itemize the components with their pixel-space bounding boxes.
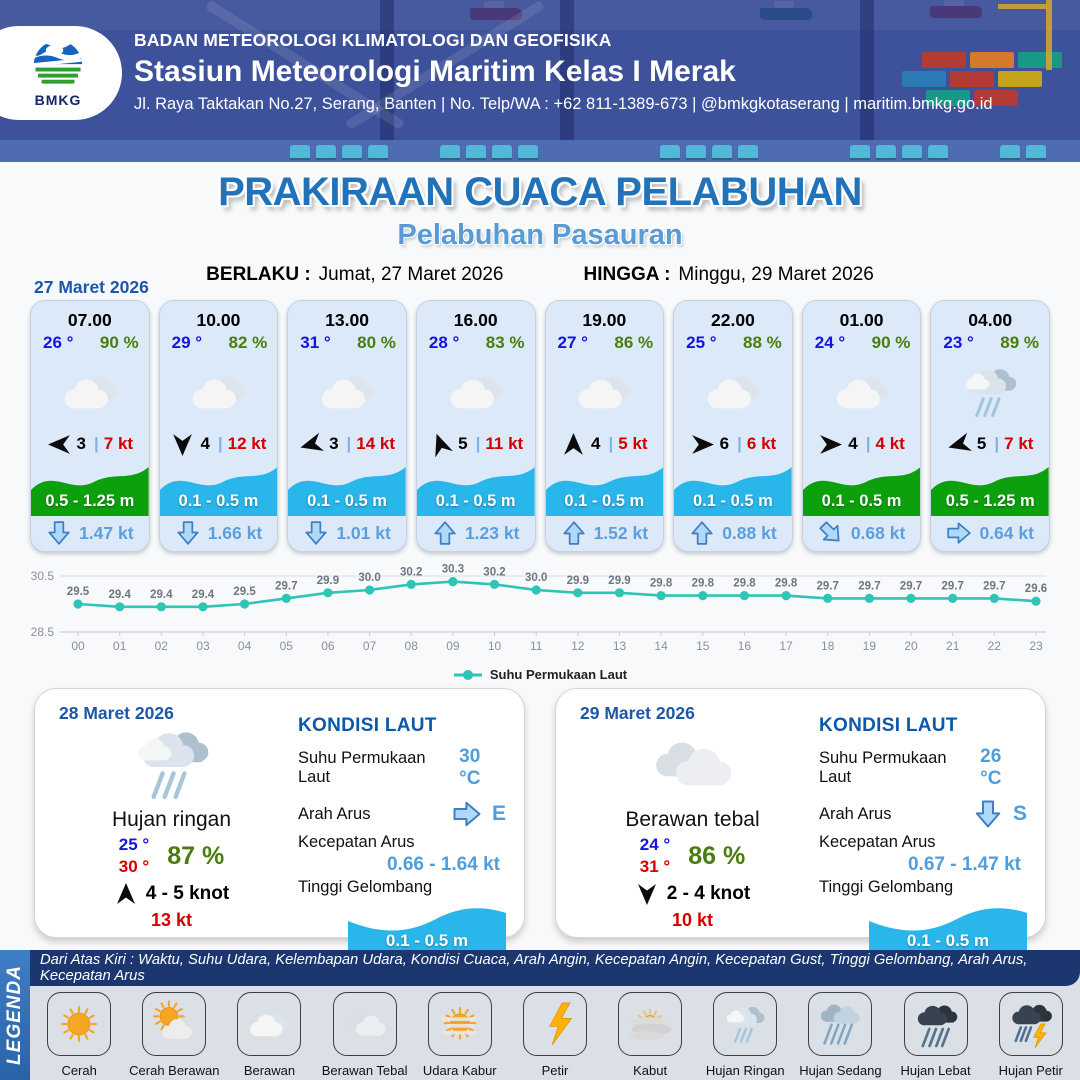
- current-row: [160, 516, 278, 551]
- chart-legend-marker-icon: [453, 669, 483, 681]
- svg-text:05: 05: [279, 639, 293, 653]
- divider: |: [737, 434, 742, 454]
- legend-item: [33, 992, 125, 1078]
- daily-card-29: [555, 688, 1046, 950]
- current-direction-value: S: [1012, 802, 1027, 825]
- current-direction-icon: [432, 520, 458, 546]
- current-direction-icon: [689, 520, 715, 546]
- current-row: [931, 516, 1049, 551]
- legend-weather-icon: [713, 992, 777, 1056]
- page-title: PRAKIRAAN CUACA PELABUHAN: [218, 170, 862, 214]
- forecast-time: 16.00: [453, 310, 498, 330]
- current-speed: 0.88 kt: [722, 522, 777, 543]
- divider: |: [994, 434, 1000, 454]
- wind-speed: 4: [848, 434, 858, 454]
- humidity: 89 %: [1000, 333, 1039, 352]
- svg-text:29.5: 29.5: [66, 586, 90, 598]
- current-row: [546, 516, 664, 551]
- wave-height-band: [674, 459, 792, 516]
- svg-text:29.6: 29.6: [1024, 583, 1048, 596]
- wind-speed: 5: [458, 434, 468, 454]
- svg-text:30.3: 30.3: [441, 563, 465, 576]
- gust-speed: 6 kt: [746, 434, 777, 454]
- svg-text:02: 02: [154, 639, 168, 653]
- current-direction-value: E: [491, 802, 506, 825]
- header-illustration-floor: [0, 140, 1080, 162]
- wind-speed: 5: [976, 434, 987, 454]
- svg-text:12: 12: [571, 639, 585, 653]
- svg-text:30.0: 30.0: [358, 572, 381, 584]
- divider: |: [475, 434, 481, 454]
- chart-legend-label: Suhu Permukaan Laut: [489, 667, 628, 682]
- gust-speed: 11 kt: [485, 434, 524, 454]
- current-row: [288, 516, 406, 551]
- svg-text:29.7: 29.7: [941, 580, 964, 593]
- legend-item: [890, 992, 982, 1078]
- wind-speed: 3: [329, 434, 339, 454]
- forecast-time: 04.00: [968, 310, 1013, 330]
- sst-value: 26 °C: [980, 746, 1002, 789]
- current-direction-icon: [946, 520, 972, 546]
- svg-text:10: 10: [487, 639, 502, 653]
- air-temp: 29 °: [171, 333, 203, 352]
- bmkg-logo-text: BMKG: [34, 91, 82, 108]
- weather-icon: [674, 355, 792, 429]
- wave-height-band: [160, 459, 278, 516]
- condition-label: Hujan ringan: [111, 808, 232, 831]
- current-direction-icon: [818, 520, 844, 546]
- condition-label: Berawan tebal: [625, 808, 760, 831]
- wave-height: 0.1 - 0.5 m: [178, 491, 259, 510]
- current-direction-icon: [973, 799, 1003, 829]
- svg-text:07: 07: [362, 639, 377, 653]
- gust-speed: 13 kt: [150, 910, 193, 931]
- legend-sidebar: [0, 950, 30, 1080]
- svg-text:11: 11: [529, 639, 543, 653]
- wave-height-band: [31, 459, 149, 516]
- air-temp: 28 °: [428, 333, 460, 352]
- svg-text:21: 21: [946, 639, 960, 653]
- svg-text:29.7: 29.7: [816, 580, 839, 593]
- svg-text:29.9: 29.9: [608, 574, 631, 587]
- svg-text:29.9: 29.9: [566, 574, 589, 587]
- svg-text:04: 04: [237, 639, 252, 653]
- station-address: Jl. Raya Taktakan No.27, Serang, Banten | No. Telp/WA : +62 811-1389-673 | @bmkgkotaserang | maritim.bmkg.go.id: [134, 95, 993, 113]
- forecast-time: 13.00: [325, 310, 369, 330]
- legend-title: LEGENDA: [4, 965, 25, 1065]
- legend-weather-icon: [333, 992, 397, 1056]
- wind-speed: 4: [591, 434, 601, 454]
- current-direction-label: Arah Arus: [298, 804, 371, 823]
- wave-height-value: 0.1 - 0.5 m: [906, 931, 990, 950]
- svg-text:13: 13: [612, 639, 627, 653]
- svg-text:30.5: 30.5: [30, 569, 54, 583]
- legend-weather-icon: [904, 992, 968, 1056]
- legend-section: [0, 950, 1080, 1080]
- legend-item: [414, 992, 506, 1078]
- forecast-time: 07.00: [67, 310, 112, 330]
- air-temp: 26 °: [43, 333, 74, 352]
- wind-direction-icon: [635, 882, 659, 906]
- forecast-card: [416, 300, 536, 552]
- current-direction-icon: [561, 520, 587, 546]
- legend-item-label: Berawan: [243, 1063, 296, 1078]
- wave-height-label: Tinggi Gelombang: [298, 878, 433, 896]
- wave-height: 0.1 - 0.5 m: [435, 491, 516, 510]
- forecast-card: [802, 300, 922, 552]
- weather-icon: [931, 355, 1049, 429]
- wave-height: 0.1 - 0.5 m: [307, 491, 387, 510]
- current-speed-label: Kecepatan Arus: [819, 833, 936, 851]
- legend-item-label: Cerah Berawan: [129, 1063, 220, 1078]
- wave-height-band: [288, 459, 406, 516]
- wind-speed: 2 - 4 knot: [666, 883, 751, 905]
- humidity: 80 %: [357, 333, 396, 352]
- forecast-card: [159, 300, 279, 552]
- temp-max: 31 °: [639, 857, 671, 877]
- bmkg-logo: [0, 26, 122, 120]
- sea-conditions-heading: KONDISI LAUT: [298, 715, 437, 736]
- legend-weather-icon: [999, 992, 1063, 1056]
- wind-direction-icon: [947, 432, 972, 457]
- humidity: 86 %: [614, 333, 654, 352]
- daily-date: 28 Maret 2026: [59, 703, 174, 723]
- temp-min: 24 °: [639, 835, 671, 854]
- svg-text:29.7: 29.7: [983, 580, 1006, 593]
- port-name: Pelabuhan Pasauran: [397, 219, 683, 251]
- air-temp: 25 °: [686, 333, 717, 352]
- svg-text:15: 15: [696, 639, 710, 653]
- temp-min: 25 °: [118, 835, 150, 854]
- gust-speed: 14 kt: [356, 434, 396, 454]
- current-speed: 1.23 kt: [464, 522, 520, 543]
- chart-legend: [0, 667, 1080, 682]
- svg-text:30.2: 30.2: [400, 566, 423, 579]
- current-speed-value: 0.66 - 1.64 kt: [386, 854, 500, 875]
- svg-text:30.2: 30.2: [483, 566, 506, 579]
- air-temp: 24 °: [814, 333, 846, 352]
- wave-height: 0.1 - 0.5 m: [564, 491, 645, 510]
- forecast-card: [287, 300, 407, 552]
- svg-text:29.4: 29.4: [108, 588, 131, 601]
- validity-row: [0, 264, 1080, 286]
- gust-speed: 7 kt: [1004, 434, 1034, 454]
- legend-item: [319, 992, 411, 1078]
- forecast-card: [30, 300, 150, 552]
- wave-height: 0.1 - 0.5 m: [693, 491, 773, 510]
- sst-chart-section: [0, 556, 1080, 682]
- sst-value: 30 °C: [459, 746, 481, 789]
- crane-illustration: [1046, 0, 1052, 70]
- legend-item-label: Petir: [541, 1063, 569, 1078]
- svg-text:03: 03: [196, 639, 210, 653]
- current-direction-icon: [46, 520, 72, 546]
- legend-item-label: Berawan Tebal: [321, 1063, 408, 1078]
- current-speed: 1.66 kt: [207, 522, 263, 543]
- temp-max: 30 °: [118, 857, 150, 877]
- current-direction-icon: [452, 799, 482, 829]
- gust-speed: 12 kt: [227, 434, 267, 454]
- legend-item-label: Hujan Ringan: [705, 1063, 785, 1078]
- sst-label: Suhu Permukaan Laut: [819, 749, 947, 786]
- current-direction-icon: [175, 520, 201, 546]
- svg-text:23: 23: [1029, 639, 1043, 653]
- legend-item: [985, 992, 1077, 1078]
- wave-height: 0.5 - 1.25 m: [45, 491, 135, 510]
- wind-direction-icon: [428, 432, 453, 457]
- weather-icon: [417, 355, 535, 429]
- gust-speed: 10 kt: [671, 910, 714, 931]
- wind-direction-icon: [690, 432, 715, 457]
- weather-icon: [803, 355, 921, 429]
- svg-text:14: 14: [654, 639, 668, 653]
- legend-weather-icon: [47, 992, 111, 1056]
- svg-text:30.0: 30.0: [525, 572, 548, 584]
- current-speed: 1.01 kt: [336, 522, 391, 543]
- svg-text:29.4: 29.4: [150, 588, 173, 601]
- svg-text:28.5: 28.5: [30, 625, 54, 639]
- legend-weather-icon: [808, 992, 872, 1056]
- wave-height-band: [803, 459, 921, 516]
- legend-item-label: Kabut: [633, 1063, 668, 1078]
- current-row: [674, 516, 792, 551]
- divider: |: [608, 434, 614, 454]
- legend-note: Dari Atas Kiri : Waktu, Suhu Udara, Kelembapan Udara, Kondisi Cuaca, Arah Angin, Kecepatan Angin, Kecepatan Gust, Tinggi Gelombang, Arah Arus, Kecepatan Arus: [30, 950, 1080, 986]
- svg-text:00: 00: [71, 639, 85, 653]
- air-temp: 23 °: [943, 333, 974, 352]
- legend-item: [604, 992, 696, 1078]
- org-name: BADAN METEOROLOGI KLIMATOLOGI DAN GEOFISIKA: [134, 30, 612, 50]
- divider: |: [865, 434, 871, 454]
- legend-weather-icon: [618, 992, 682, 1056]
- svg-text:29.4: 29.4: [191, 588, 215, 601]
- legend-weather-icon: [428, 992, 492, 1056]
- current-speed: 1.52 kt: [593, 522, 649, 543]
- wave-height: 0.1 - 0.5 m: [821, 491, 902, 510]
- berlaku-value: Jumat, 27 Maret 2026: [318, 264, 504, 285]
- wind-direction-icon: [299, 432, 324, 457]
- air-temp: 31 °: [300, 333, 331, 352]
- air-temp: 27 °: [557, 333, 588, 352]
- svg-text:09: 09: [446, 639, 460, 653]
- wind-speed: 3: [76, 434, 87, 454]
- legend-item-label: Hujan Lebat: [900, 1063, 971, 1078]
- humidity: 90 %: [871, 333, 911, 352]
- current-speed-value: 0.67 - 1.47 kt: [907, 854, 1021, 875]
- legend-item: [223, 992, 315, 1078]
- svg-text:01: 01: [113, 639, 127, 653]
- legend-item-label: Cerah: [61, 1063, 97, 1078]
- forecast-cards-row: [30, 300, 1050, 552]
- svg-text:29.8: 29.8: [649, 577, 673, 590]
- hingga-label: HINGGA :: [583, 264, 671, 285]
- wave-height-band: [931, 459, 1049, 516]
- weather-icon: [31, 355, 149, 429]
- daily-card-28: [34, 688, 525, 950]
- divider: |: [346, 434, 352, 454]
- wind-direction-icon: [114, 882, 138, 906]
- legend-weather-icon: [523, 992, 587, 1056]
- header: [0, 0, 1080, 162]
- weather-icon: [643, 718, 743, 810]
- current-direction-label: Arah Arus: [819, 804, 892, 823]
- svg-text:08: 08: [404, 639, 418, 653]
- wave-height-band: [417, 459, 535, 516]
- humidity: 86 %: [688, 841, 746, 870]
- wave-height: 0.5 - 1.25 m: [945, 491, 1035, 510]
- svg-text:29.9: 29.9: [316, 574, 340, 587]
- legend-weather-icon: [237, 992, 301, 1056]
- forecast-time: 10.00: [196, 310, 241, 330]
- current-direction-icon: [303, 520, 329, 546]
- svg-text:29.7: 29.7: [899, 580, 923, 593]
- legend-item: [699, 992, 791, 1078]
- current-speed: 0.64 kt: [979, 522, 1034, 543]
- forecast-time: 19.00: [582, 310, 627, 330]
- current-speed: 1.47 kt: [79, 522, 134, 543]
- current-speed: 0.68 kt: [850, 522, 906, 543]
- legend-items-row: [30, 988, 1080, 1080]
- wave-height-band: [348, 901, 506, 957]
- wave-height-value: 0.1 - 0.5 m: [385, 931, 469, 950]
- gust-speed: 4 kt: [875, 434, 905, 454]
- sst-label: Suhu Permukaan Laut: [298, 749, 426, 786]
- svg-text:29.5: 29.5: [233, 586, 256, 598]
- weather-icon: [122, 718, 222, 810]
- forecast-card: [673, 300, 793, 552]
- current-speed-label: Kecepatan Arus: [298, 833, 415, 851]
- legend-weather-icon: [142, 992, 206, 1056]
- forecast-card: [545, 300, 665, 552]
- gust-speed: 7 kt: [103, 434, 134, 454]
- forecast-card: [930, 300, 1050, 552]
- legend-item: [794, 992, 886, 1078]
- wind-direction-icon: [561, 432, 586, 457]
- wave-height-label: Tinggi Gelombang: [819, 878, 954, 896]
- divider: |: [94, 434, 99, 454]
- forecast-time: 01.00: [839, 310, 884, 330]
- svg-text:29.7: 29.7: [858, 580, 881, 593]
- current-row: [31, 516, 149, 551]
- svg-text:16: 16: [737, 639, 752, 653]
- sst-line-chart: [0, 556, 1080, 660]
- svg-text:29.8: 29.8: [691, 577, 714, 590]
- humidity: 82 %: [228, 333, 268, 352]
- legend-item: [509, 992, 601, 1078]
- svg-text:29.8: 29.8: [733, 577, 756, 590]
- wind-speed: 4: [200, 434, 210, 454]
- wind-direction-icon: [170, 432, 195, 457]
- humidity: 87 %: [167, 841, 225, 870]
- forecast-time: 22.00: [711, 310, 755, 330]
- legend-item: [128, 992, 220, 1078]
- daily-date: 29 Maret 2026: [580, 703, 695, 723]
- legend-item-label: Udara Kabur: [422, 1063, 497, 1078]
- svg-text:17: 17: [779, 639, 793, 653]
- daily-summary-row: [34, 688, 1046, 950]
- weather-icon: [288, 355, 406, 429]
- svg-text:19: 19: [862, 639, 877, 653]
- berlaku-label: BERLAKU :: [206, 264, 311, 285]
- svg-text:18: 18: [821, 639, 835, 653]
- svg-text:29.8: 29.8: [774, 577, 798, 590]
- wave-height-band: [546, 459, 664, 516]
- wind-direction-icon: [47, 432, 72, 457]
- sea-conditions-heading: KONDISI LAUT: [819, 715, 958, 736]
- humidity: 88 %: [743, 333, 782, 352]
- legend-item-label: Hujan Petir: [998, 1063, 1063, 1078]
- weather-icon: [160, 355, 278, 429]
- svg-text:20: 20: [904, 639, 918, 653]
- divider: |: [217, 434, 223, 454]
- gust-speed: 5 kt: [618, 434, 648, 454]
- station-name: Stasiun Meteorologi Maritim Kelas I Merak: [134, 55, 736, 88]
- forecast-date: 27 Maret 2026: [34, 277, 149, 297]
- svg-text:22: 22: [987, 639, 1001, 653]
- weather-icon: [546, 355, 664, 429]
- humidity: 90 %: [99, 333, 139, 352]
- humidity: 83 %: [485, 333, 525, 352]
- svg-text:06: 06: [321, 639, 335, 653]
- legend-item-label: Hujan Sedang: [799, 1063, 882, 1078]
- wind-speed: 4 - 5 knot: [145, 883, 230, 905]
- svg-text:29.7: 29.7: [275, 580, 298, 593]
- hingga-value: Minggu, 29 Maret 2026: [678, 264, 874, 285]
- current-row: [417, 516, 535, 551]
- wave-height-band: [869, 901, 1027, 957]
- wind-speed: 6: [719, 434, 730, 454]
- current-row: [803, 516, 921, 551]
- bmkg-logo-icon: [32, 39, 84, 91]
- wind-direction-icon: [818, 432, 843, 457]
